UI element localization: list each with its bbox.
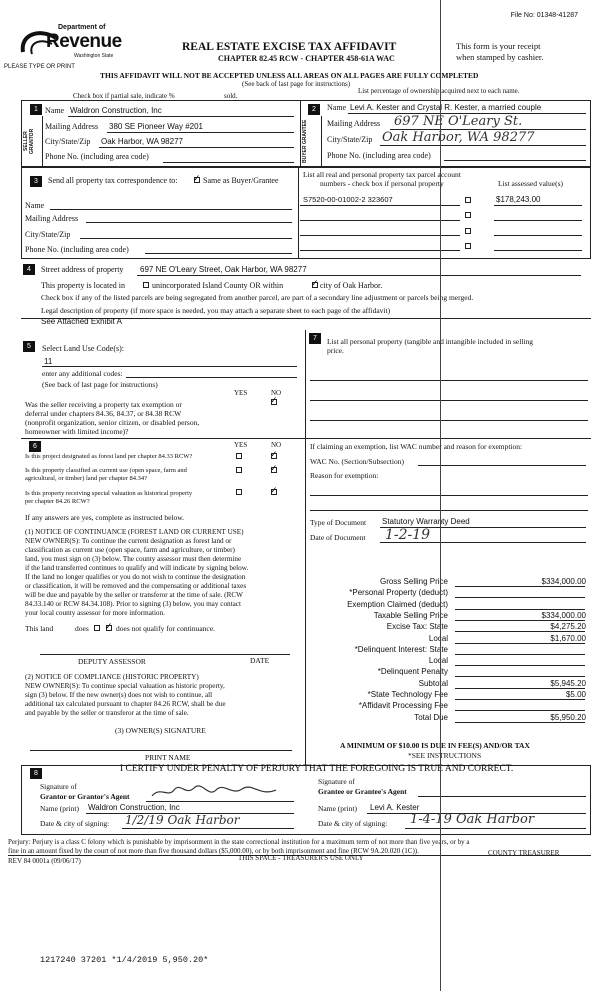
grantor-signature-scribble-icon (150, 784, 280, 800)
current-use-yes-checkbox[interactable] (236, 467, 242, 473)
parcel-header-2: numbers - check box if personal property (320, 179, 444, 188)
grantor-name-label: Name (print) (40, 804, 79, 813)
buyer-grantee-label: BUYER GRANTEE (302, 119, 308, 163)
seller-address-value[interactable]: 380 SE Pioneer Way #201 (109, 122, 203, 131)
reason-label: Reason for exemption: (310, 471, 379, 480)
forest-land-question: Is this project designated as forest land per chapter 84.33 RCW? (25, 453, 193, 460)
perjury-line-2: fine in an amount fixed by the court of not more than five thousand dollars ($5,000.00), or by both imprisonment and fine (RCW 9A.20.020 (1C)). (8, 847, 419, 855)
grantee-name-label: Name (print) (318, 804, 357, 813)
section-7-number: 7 (309, 333, 321, 344)
legal-description-label: Legal description of property (if more space is needed, you may attach a separate sheet to each page of the affidavit) (41, 306, 391, 315)
notice1-line3: classification as current use (open space, farm and agriculture, or timber) (25, 546, 235, 554)
section-8-number: 8 (30, 768, 42, 779)
legal-description-value[interactable]: See Attached Exhibit A (41, 317, 122, 326)
parcel-header-1: List all real and personal property tax parcel account (303, 170, 461, 179)
notice1-line6: If the land no longer qualifies or you do not wish to continue the designation (25, 573, 246, 581)
total-label: Excise Tax: State (386, 622, 448, 632)
located-in-label: This property is located in (41, 281, 125, 290)
historic-question-2: per chapter 84.26 RCW? (25, 498, 90, 505)
land-use-label: Select Land Use Code(s): (42, 344, 124, 353)
checkmark-icon: ✓ (270, 486, 278, 496)
total-underline (455, 620, 585, 621)
personal-property-checkbox-2[interactable] (465, 212, 471, 218)
notice1-line10: your local county assessor for more information. (25, 609, 165, 617)
total-underline (455, 643, 585, 644)
section-2-number: 2 (308, 104, 320, 115)
grantee-date-value[interactable]: 1-4-19 Oak Harbor (410, 812, 535, 827)
treasurer-use-label: THIS SPACE - TREASURER'S USE ONLY (238, 854, 364, 862)
total-underline (455, 597, 585, 598)
total-underline (455, 631, 585, 632)
form-subtitle: CHAPTER 82.45 RCW - CHAPTER 458-61A WAC (218, 54, 395, 63)
no-header-5: NO (271, 389, 282, 397)
buyer-name-label: Name (327, 103, 347, 112)
checkmark-icon: ✓ (311, 279, 319, 289)
grantor-signature-label-1: Signature of (40, 782, 77, 791)
current-use-question-2: agricultural, or timber) land per chapter 84.34? (25, 475, 148, 482)
section-1-number: 1 (30, 104, 42, 115)
revision-label: REV 84 0001a (09/06/17) (8, 857, 81, 865)
file-number: File No: 01348-41287 (510, 12, 578, 19)
section-3-number: 3 (30, 176, 42, 187)
correspondence-phone-label: Phone No. (including area code) (25, 245, 129, 254)
buyer-city-value[interactable]: Oak Harbor, WA 98277 (382, 130, 535, 145)
receipt-note-2: when stamped by cashier. (456, 52, 544, 62)
section-5-number: 5 (23, 341, 35, 352)
personal-property-label-2: price. (327, 346, 344, 355)
minimum-fee-note: A MINIMUM OF $10.00 IS DUE IN FEE(S) AND/OR TAX (340, 741, 530, 750)
county-treasurer-label: COUNTY TREASURER (488, 849, 560, 857)
exemption-question-2: deferral under chapters 84.36, 84.37, or 84.38 RCW (25, 409, 182, 418)
correspondence-name-label: Name (25, 201, 45, 210)
total-underline (455, 676, 585, 677)
logo-department: Department of (58, 24, 106, 31)
buyer-address-value[interactable]: 697 NE O'Leary St. (394, 114, 523, 129)
wac-claim-label: If claiming an exemption, list WAC number and reason for exemption: (310, 442, 523, 451)
receipt-stamp: 1217240 37201 *1/4/2019 5,950.20* (40, 955, 209, 965)
total-label: *State Technology Fee (367, 690, 448, 699)
does-not-qualify-label: does not qualify for continuance. (116, 624, 215, 633)
notice1-line1: (1) NOTICE OF CONTINUANCE (FOREST LAND OR CURRENT USE) (25, 528, 244, 536)
total-label: Subtotal (418, 678, 448, 688)
land-use-instructions: (See back of last page for instructions) (42, 380, 158, 389)
notice1-line2: NEW OWNER(S): To continue the current designation as forest land or (25, 537, 232, 545)
forest-yes-checkbox[interactable] (236, 453, 242, 459)
perjury-line-1: Perjury: Perjury is a class C felony which is punishable by imprisonment in the state correctional institution for a maximum term of not more than five years, or by a (8, 838, 470, 846)
additional-codes-label: enter any additional codes: (42, 369, 123, 378)
notice2-line3: sign (3) below. If the new owner(s) does not wish to continue, all (25, 691, 213, 699)
grantee-date-label: Date & city of signing: (318, 819, 388, 828)
total-value[interactable]: $5,945.20 (550, 678, 586, 688)
department-of-revenue-logo (18, 22, 122, 64)
notice2-line4: additional tax calculated pursuant to chapter 84.26 RCW, shall be due (25, 700, 226, 708)
buyer-city-label: City/State/Zip (327, 135, 373, 144)
total-label: Local (428, 633, 448, 643)
form-title: REAL ESTATE EXCISE TAX AFFIDAVIT (182, 41, 397, 53)
seller-city-label: City/State/Zip (45, 137, 91, 146)
total-value[interactable]: $5.00 (565, 690, 586, 699)
city-label: city of Oak Harbor. (320, 281, 383, 290)
seller-grantor-label: SELLER GRANTOR (23, 128, 35, 154)
no-header-6: NO (271, 441, 282, 449)
total-underline (455, 699, 585, 700)
assessed-header: List assessed value(s) (498, 179, 563, 188)
correspondence-address-label: Mailing Address (25, 214, 79, 223)
section-4-number: 4 (23, 264, 35, 275)
print-name-label: PRINT NAME (145, 753, 191, 762)
grantee-signature-label-1: Signature of (318, 777, 355, 786)
document-type-value[interactable]: Statutory Warranty Deed (382, 517, 470, 526)
sold-label: sold. (224, 92, 238, 100)
total-value[interactable]: $334,000.00 (541, 610, 586, 620)
assessed-value[interactable]: $178,243.00 (496, 195, 541, 204)
total-value[interactable]: $334,000.00 (541, 577, 586, 586)
please-type-label: PLEASE TYPE OR PRINT (4, 64, 75, 70)
notice2-line2: NEW OWNER(S): To continue special valuation as historic property, (25, 682, 225, 690)
wac-number-label: WAC No. (Section/Subsection) (310, 457, 404, 466)
total-underline (455, 722, 585, 723)
buyer-name-value[interactable]: Levi A. Kester and Crystal R. Kester, a married couple (350, 103, 542, 112)
personal-property-checkbox-4[interactable] (465, 243, 471, 249)
total-underline (455, 609, 585, 610)
notice2-line5: and payable by the seller or transferor at the time of sale. (25, 709, 189, 717)
exemption-question-3: (nonprofit organization, senior citizen, or disabled person, (25, 418, 200, 427)
see-instructions-note: *SEE INSTRUCTIONS (408, 751, 482, 760)
notice1-line5: if the land transferred continues to qualify and will indicate by signing below. (25, 564, 249, 572)
parcel-number[interactable]: S7520-00-01002-2 323607 (303, 195, 393, 204)
total-label: Total Due (414, 712, 448, 722)
same-as-buyer-label: Same as Buyer/Grantee (203, 176, 279, 185)
correspondence-city-label: City/State/Zip (25, 230, 71, 239)
street-address-value[interactable]: 697 NE O'Leary Street, Oak Harbor, WA 98277 (140, 265, 307, 274)
total-label: Taxable Selling Price (373, 610, 448, 620)
send-correspondence-label: Send all property tax correspondence to: (48, 176, 178, 185)
yes-header-5: YES (234, 389, 248, 397)
notice2-line1: (2) NOTICE OF COMPLIANCE (HISTORIC PROPERTY) (25, 673, 199, 681)
certify-statement: I CERTIFY UNDER PENALTY OF PERJURY THAT THE FOREGOING IS TRUE AND CORRECT. (120, 764, 514, 774)
deputy-assessor-label: DEPUTY ASSESSOR (78, 657, 146, 666)
total-label: *Affidavit Processing Fee (358, 701, 448, 711)
see-back-note: (See back of last page for instructions) (242, 80, 351, 88)
total-label: *Delinquent Interest: State (354, 644, 448, 654)
document-date-label: Date of Document (310, 533, 366, 542)
seller-name-value[interactable]: Waldron Construction, Inc (70, 106, 162, 115)
warning-text: THIS AFFIDAVIT WILL NOT BE ACCEPTED UNLESS ALL AREAS ON ALL PAGES ARE FULLY COMPLETED (100, 71, 479, 80)
total-label: *Delinquent Penalty (377, 667, 448, 677)
personal-property-label-1: List all personal property (tangible and intangible included in selling (327, 337, 533, 346)
grantor-signature-label-2: Grantor or Grantor's Agent (40, 792, 130, 801)
land-use-value[interactable]: 11 (44, 357, 53, 366)
checkmark-icon: ✓ (105, 622, 113, 632)
exemption-question-1: Was the seller receiving a property tax exemption or (25, 400, 182, 409)
logo-revenue: Revenue (46, 31, 122, 52)
segregated-label: Check box if any of the listed parcels are being segregated from another parcel, are part of a secondary line adjustment or parcels being merged. (41, 293, 474, 302)
notice1-line7: or classification, it will be removed and the compensating or additional taxes (25, 582, 247, 590)
grantee-signature-label-2: Grantee or Grantee's Agent (318, 787, 407, 796)
grantor-date-value[interactable]: 1/2/19 Oak Harbor (125, 813, 240, 827)
checkmark-icon: ✓ (270, 450, 278, 460)
notice1-line8: will be due and payable by the seller or transferor at the time of sale. (RCW (25, 591, 243, 599)
total-underline (455, 654, 585, 655)
notice1-line9: 84.33.140 or RCW 84.34.108). Prior to signing (3) below, you may contact (25, 600, 241, 608)
logo-state: Washington State (74, 53, 114, 59)
personal-property-checkbox-3[interactable] (465, 228, 471, 234)
unincorporated-checkbox[interactable] (143, 282, 149, 288)
total-underline (455, 665, 585, 666)
seller-address-label: Mailing Address (45, 122, 99, 131)
buyer-phone-label: Phone No. (including area code) (327, 151, 431, 160)
exemption-question-4: homeowner with limited income)? (25, 427, 129, 436)
date-label: DATE (250, 656, 270, 665)
seller-name-label: Name (45, 106, 65, 115)
total-label: Exemption Claimed (deduct) (347, 599, 448, 609)
total-label: Local (428, 656, 448, 666)
street-address-label: Street address of property (41, 265, 124, 274)
total-label: Gross Selling Price (379, 577, 448, 586)
does-qualify-checkbox[interactable] (94, 625, 100, 631)
unincorporated-label: unincorporated Island County OR within (152, 281, 284, 290)
total-value[interactable]: $5,950.20 (550, 712, 586, 722)
current-use-question-1: Is this property classified as current use (open space, farm and (25, 467, 187, 474)
this-land-label: This land (25, 624, 54, 633)
seller-phone-label: Phone No. (including area code) (45, 152, 149, 161)
total-underline (455, 586, 585, 587)
grantee-name-value[interactable]: Levi A. Kester (370, 803, 420, 812)
historic-question-1: Is this property receiving special valuation as historical property (25, 490, 193, 497)
notice1-line4: land, you must sign on (3) below. The county assessor must then determine (25, 555, 242, 563)
total-underline (455, 688, 585, 689)
buyer-address-label: Mailing Address (327, 119, 381, 128)
partial-sale-label: Check box if partial sale, indicate % (73, 92, 175, 100)
receipt-note-1: This form is your receipt (456, 41, 541, 51)
seller-city-value[interactable]: Oak Harbor, WA 98277 (101, 137, 183, 146)
total-value[interactable]: $4,275.20 (550, 622, 586, 632)
grantor-date-label: Date & city of signing: (40, 819, 110, 828)
personal-property-checkbox-1[interactable] (465, 197, 471, 203)
section-6-number: 6 (29, 441, 41, 452)
owner-signature-label: (3) OWNER(S) SIGNATURE (115, 726, 206, 735)
total-value[interactable]: $1,670.00 (550, 633, 586, 643)
ownership-note: List percentage of ownership acquired next to each name. (358, 87, 520, 95)
does-label: does (75, 624, 89, 633)
document-type-label: Type of Document (310, 518, 367, 527)
checkmark-icon: ✓ (193, 174, 201, 184)
checkmark-icon: ✓ (270, 464, 278, 474)
document-date-value[interactable]: 1-2-19 (385, 527, 431, 543)
total-underline (455, 710, 585, 711)
yes-header-6: YES (234, 441, 248, 449)
checkmark-icon: ✓ (270, 396, 278, 406)
total-label: *Personal Property (deduct) (349, 588, 448, 598)
grantor-name-value[interactable]: Waldron Construction, Inc (88, 803, 180, 812)
if-yes-instruction: If any answers are yes, complete as instructed below. (25, 513, 185, 522)
historic-yes-checkbox[interactable] (236, 489, 242, 495)
